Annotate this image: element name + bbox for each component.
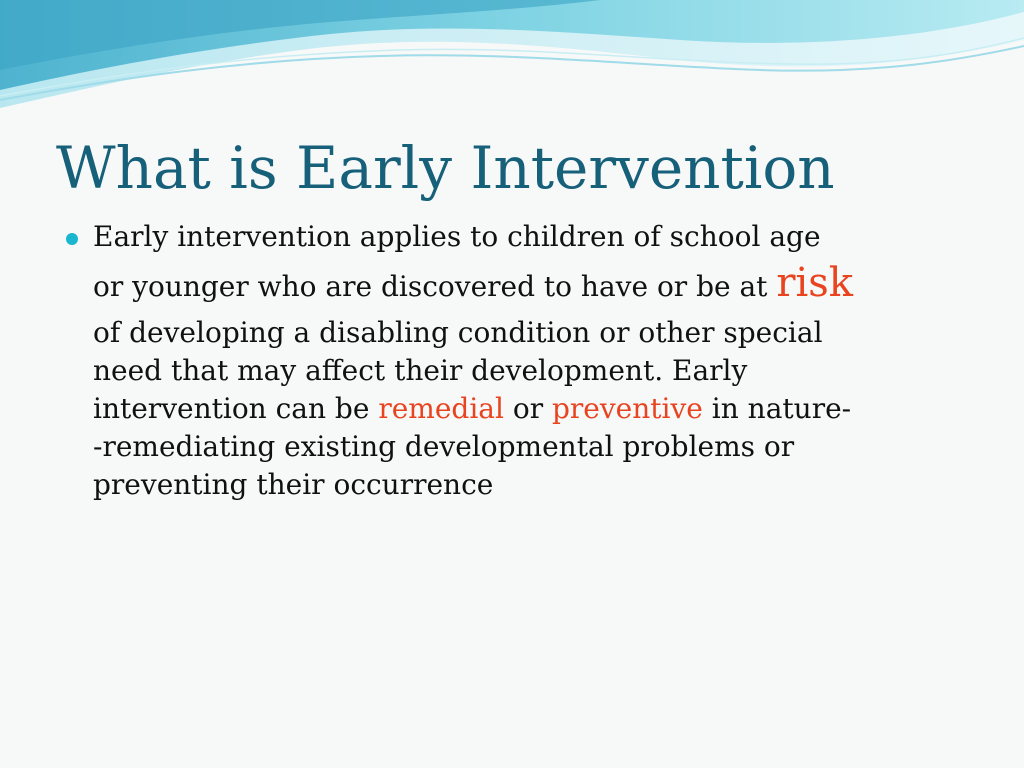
slide-title: What is Early Intervention — [56, 134, 835, 202]
remedial-highlight: remedial — [378, 392, 504, 425]
bullet-line-3: of developing a disabling condition or other special — [93, 316, 823, 349]
bullet-line-4: need that may affect their development. Early — [93, 354, 748, 387]
bullet-line-6: -remediating existing developmental problems or — [93, 430, 795, 463]
preventive-highlight: preventive — [551, 392, 703, 425]
bullet-list — [66, 218, 966, 504]
bullet-line-2-text: or younger who are discovered to have or be at — [93, 270, 777, 303]
bullet-line-5 — [93, 390, 966, 428]
bullet-line-5-mid: or — [503, 392, 552, 425]
bullet-item — [66, 218, 966, 504]
bullet-line-7: preventing their occurrence — [93, 468, 494, 501]
bullet-dot-icon — [66, 233, 78, 245]
bullet-line-1: Early intervention applies to children of school age — [93, 220, 821, 253]
bullet-line-5-start: intervention can be — [93, 392, 379, 425]
bullet-line-5-end: in nature- — [702, 392, 852, 425]
risk-highlight: risk — [776, 260, 854, 306]
header-wave-decoration — [0, 0, 1024, 120]
bullet-line-2 — [93, 256, 966, 314]
